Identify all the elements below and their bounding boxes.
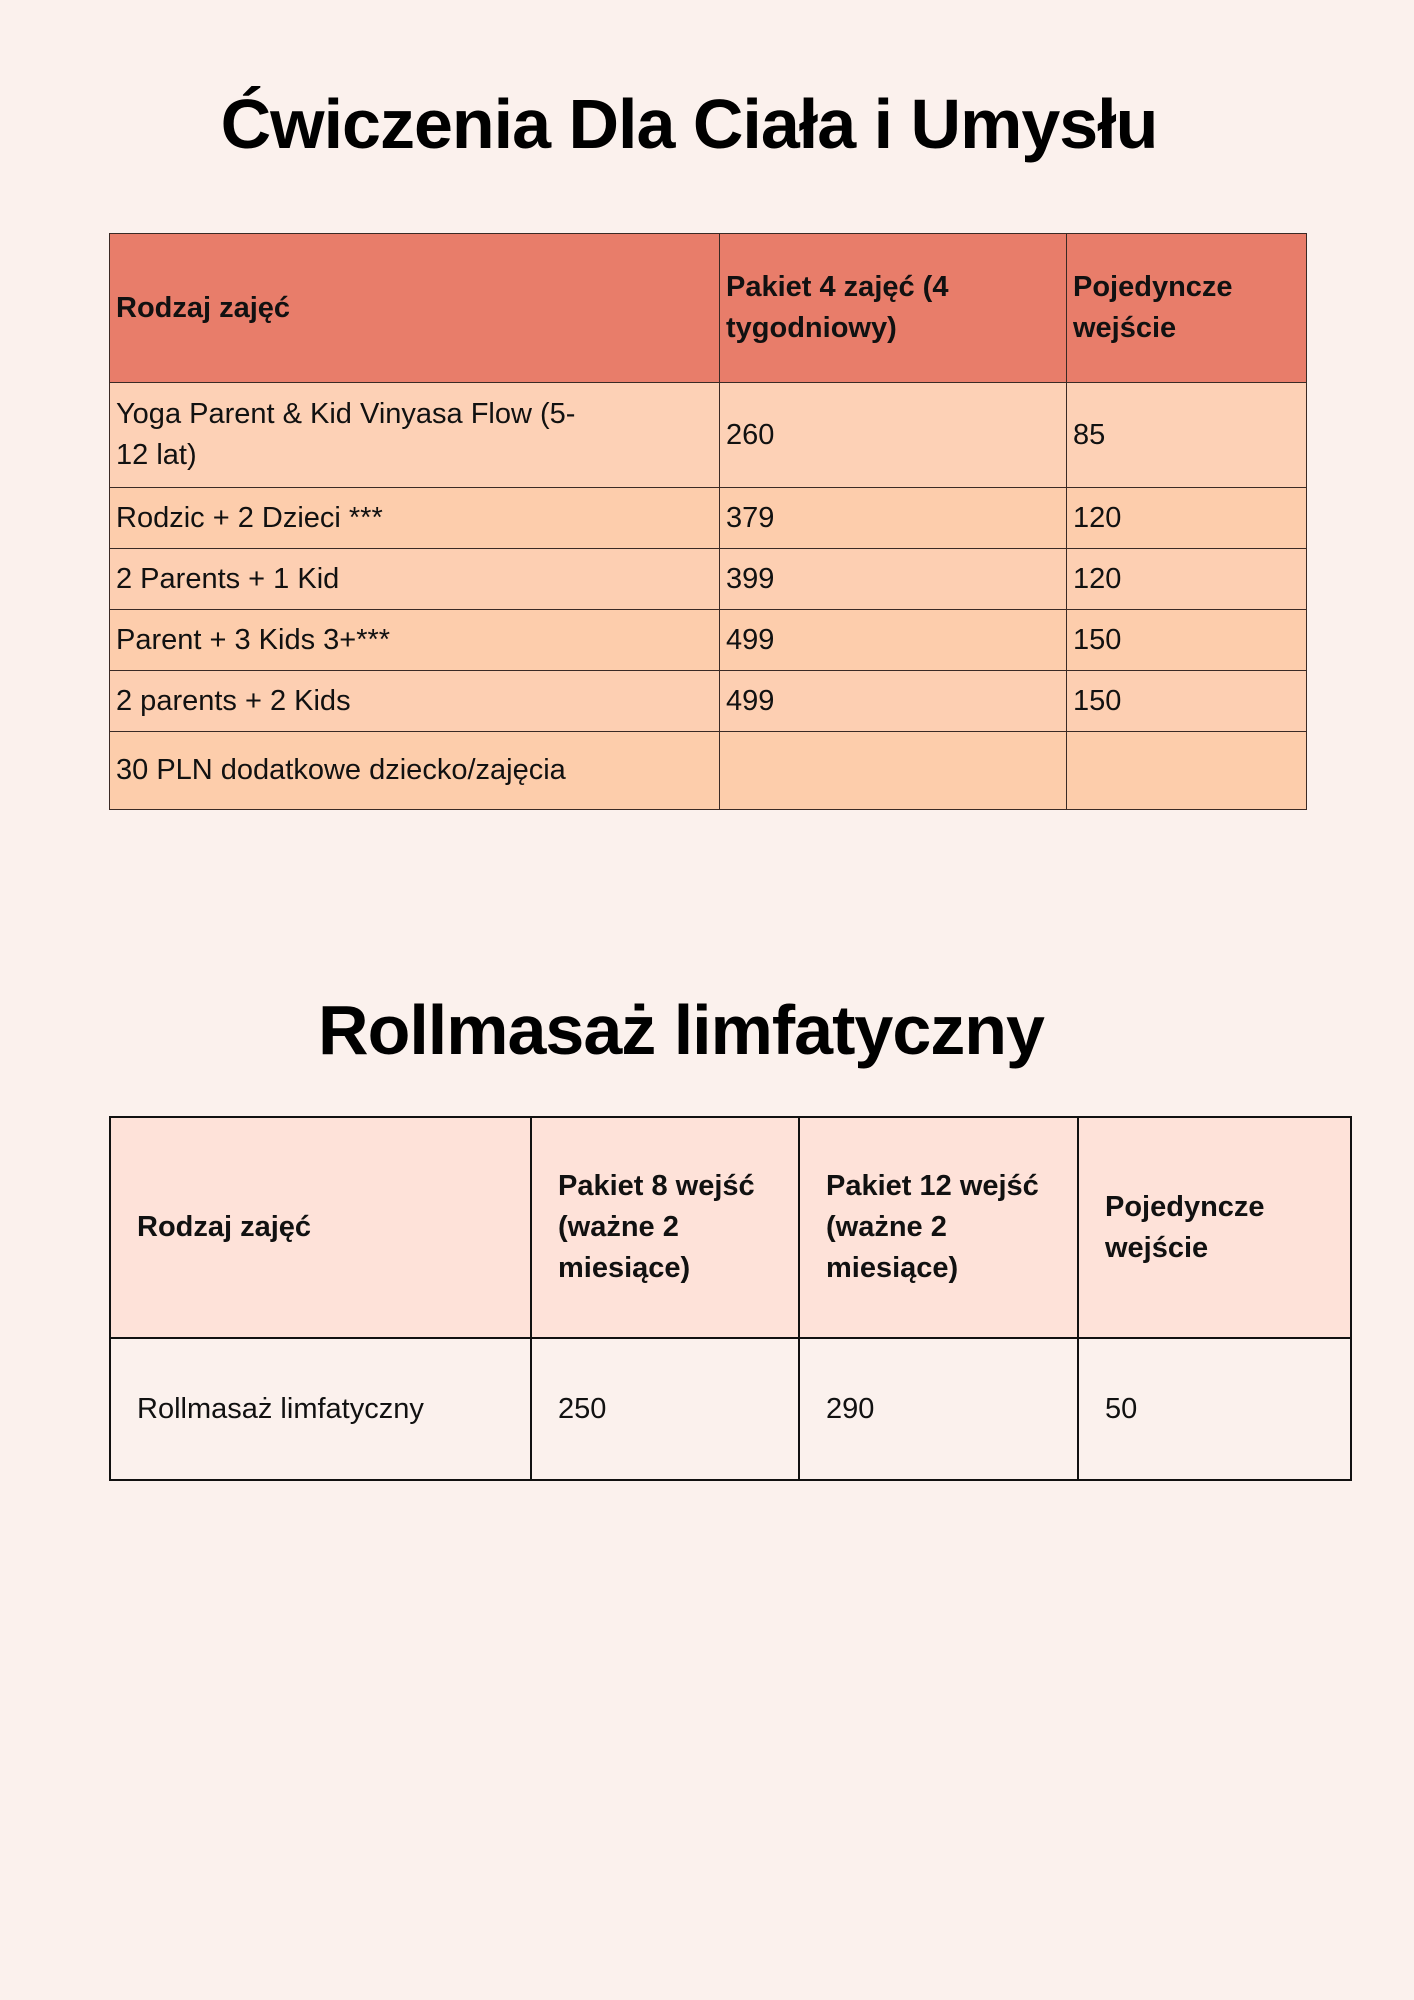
table-row: [110, 488, 1307, 549]
class-name-cell: Rollmasaż limfatyczny: [110, 1338, 531, 1480]
package-price-cell: 379: [720, 488, 1067, 549]
table-row: [110, 732, 1307, 810]
table-row: [110, 383, 1307, 488]
package-price-cell: 499: [720, 610, 1067, 671]
single-price-cell: 120: [1067, 488, 1307, 549]
header-package-12: Pakiet 12 wejść (ważne 2 miesiące): [799, 1117, 1078, 1338]
class-name-cell: Rodzic + 2 Dzieci ***: [110, 488, 720, 549]
table-header-row: [110, 234, 1307, 383]
class-name-cell: 2 parents + 2 Kids: [110, 671, 720, 732]
section1-title: Ćwiczenia Dla Ciała i Umysłu: [220, 85, 1158, 163]
package-price-cell: 260: [720, 383, 1067, 488]
single-price-cell: 150: [1067, 671, 1307, 732]
table-header-row: [110, 1117, 1351, 1338]
table-row: [110, 1338, 1351, 1480]
single-price-cell: 150: [1067, 610, 1307, 671]
header-single-entry: Pojedyncze wejście: [1078, 1117, 1351, 1338]
header-package: Pakiet 4 zajęć (4 tygodniowy): [720, 234, 1067, 383]
table-row: [110, 671, 1307, 732]
package-8-price-cell: 250: [531, 1338, 799, 1480]
single-price-cell: [1067, 732, 1307, 810]
single-price-cell: 50: [1078, 1338, 1351, 1480]
header-package-8: Pakiet 8 wejść (ważne 2 miesiące): [531, 1117, 799, 1338]
section2-title: Rollmasaż limfatyczny: [318, 991, 1044, 1069]
header-single-entry: Pojedyncze wejście: [1067, 234, 1307, 383]
header-class-type: Rodzaj zajęć: [110, 1117, 531, 1338]
class-name-cell: 30 PLN dodatkowe dziecko/zajęcia: [110, 732, 720, 810]
massage-price-table: [109, 1116, 1352, 1481]
single-price-cell: 85: [1067, 383, 1307, 488]
package-12-price-cell: 290: [799, 1338, 1078, 1480]
single-price-cell: 120: [1067, 549, 1307, 610]
table-row: [110, 549, 1307, 610]
class-name-cell: 2 Parents + 1 Kid: [110, 549, 720, 610]
table-row: [110, 610, 1307, 671]
class-name-cell: Parent + 3 Kids 3+***: [110, 610, 720, 671]
package-price-cell: [720, 732, 1067, 810]
header-class-type: Rodzaj zajęć: [110, 234, 720, 383]
package-price-cell: 399: [720, 549, 1067, 610]
class-name-cell: Yoga Parent & Kid Vinyasa Flow (5-12 lat): [110, 383, 720, 488]
exercise-price-table: [109, 233, 1307, 810]
package-price-cell: 499: [720, 671, 1067, 732]
